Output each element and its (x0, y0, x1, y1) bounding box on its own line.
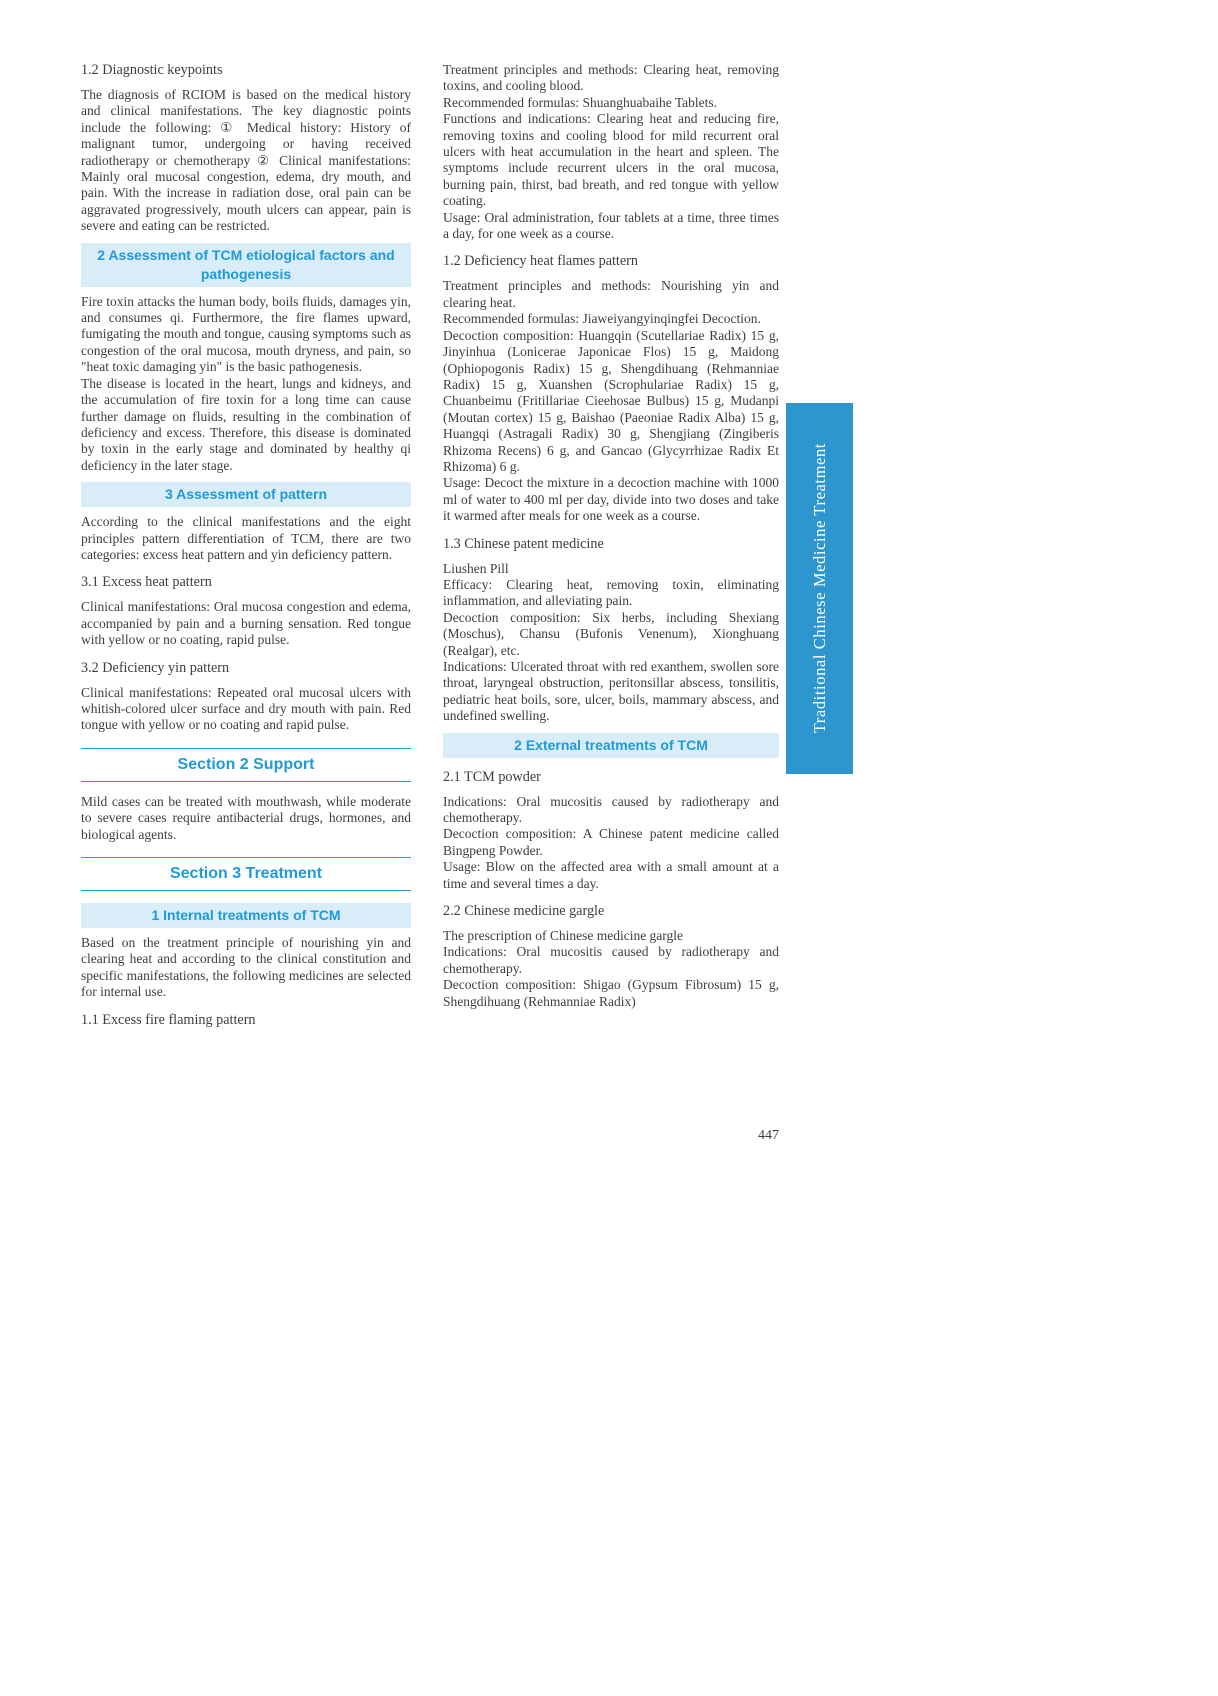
page-number: 447 (758, 1128, 779, 1143)
paragraph: The diagnosis of RCIOM is based on the medical history and clinical manifestations. The key diagnostic points include the following: ① Medical history: History of malignant tumor, undergoing or having received radiotherapy or chemotherapy ② Clinical manifestations: Mainly oral mucosal congestion, edema, dry mouth, and pain. With the increase in radiation dose, oral pain can be aggravated progressively, mouth ulcers can appear, pain is severe and eating can be restricted. (81, 87, 411, 234)
paragraph: The prescription of Chinese medicine gargle (443, 928, 684, 944)
subsection-heading: 1.1 Excess fire flaming pattern (81, 1011, 256, 1028)
paragraph: Decoction composition: Shigao (Gypsum Fibrosum) 15 g, Shengdihuang (Rehmanniae Radix) (443, 977, 779, 1009)
paragraph: According to the clinical manifestations and the eight principles pattern differentiation of TCM, there are two categories: excess heat pattern and yin deficiency pattern. (81, 514, 411, 562)
chapter-edge-tab-label: Traditional Chinese Medicine Treatment (809, 443, 829, 734)
paragraph: Usage: Oral administration, four tablets at a time, three times a day, for one week as a course. (443, 209, 779, 242)
section-heading-ruled: Section 3 Treatment (81, 857, 411, 891)
subsection-heading: 3.1 Excess heat pattern (81, 574, 212, 591)
paragraph: Fire toxin attacks the human body, boils fluids, damages yin, and consumes qi. Furthermore, the fire flames upward, fumigating the mouth and tongue, causing symptoms such as congestion of the oral mucosa, mouth dryness, and pain, so "heat toxic damaging yin" is the basic pathogenesis. (81, 293, 411, 375)
paragraph: Indications: Oral mucositis caused by radiotherapy and chemotherapy. (443, 793, 779, 826)
subsection-heading: 2.1 TCM powder (443, 768, 541, 785)
subsection-heading: 1.2 Diagnostic keypoints (81, 62, 223, 78)
paragraph: Based on the treatment principle of nourishing yin and clearing heat and according to the clinical constitution and specific manifestations, the following medicines are selected for internal use. (81, 935, 411, 1000)
paragraph: Functions and indications: Clearing heat and reducing fire, removing toxins and cooling blood for mild recurrent oral ulcers with heat accumulation in the heart and spleen. The symptoms include recurrent ulcers in the oral mucosa, burning pain, thirst, bad breath, and red tongue with yellow coating. (443, 111, 779, 209)
right-column (443, 62, 779, 1010)
section-heading-boxed: 1 Internal treatments of TCM (81, 903, 411, 928)
section-heading-ruled: Section 2 Support (81, 748, 411, 782)
paragraph: Mild cases can be treated with mouthwash, while moderate to severe cases require antibacterial drugs, hormones, and biological agents. (81, 793, 411, 842)
paragraph: Treatment principles and methods: Nourishing yin and clearing heat. (443, 278, 779, 310)
left-column (81, 62, 411, 1037)
subsection-heading: 1.2 Deficiency heat flames pattern (443, 253, 638, 270)
paragraph: Decoction composition: Huangqin (Scutellariae Radix) 15 g, Jinyinhua (Lonicerae Japonicae Flos) 15 g, Maidong (Ophiopogonis Radix) 15 g, Shengdihuang (Rehmanniae Radix) 15 g, Xuanshen (Scrophulariae Radix) 15 g, Chuanbeimu (Fritillariae Cieehosae Bulbus) 15 g, Mudanpi (Moutan cortex) 15 g, Baishao (Paeoniae Radix Alba) 15 g, Huangqi (Astragali Radix) 30 g, Shengjiang (Zingiberis Rhizoma Recens) 6 g, and Gancao (Glycyrrhizae Radix Et Rhizoma) 6 g. (443, 327, 779, 474)
paragraph: Usage: Decoct the mixture in a decoction machine with 1000 ml of water to 400 ml per day, divide into two doses and take it warmed after meals for one week as a course. (443, 475, 779, 524)
paragraph: Recommended formulas: Shuanghuabaihe Tablets. (443, 94, 717, 110)
paragraph: Usage: Blow on the affected area with a small amount at a time and several times a day. (443, 859, 779, 891)
section-heading-boxed: 3 Assessment of pattern (81, 482, 411, 507)
paragraph: Clinical manifestations: Repeated oral mucosal ulcers with whitish-colored ulcer surface and dry mouth with pain. Red tongue with yellow or no coating and rapid pulse. (81, 684, 411, 733)
paragraph: Efficacy: Clearing heat, removing toxin, eliminating inflammation, and alleviating pain. (443, 576, 779, 609)
paragraph: Liushen Pill (443, 560, 509, 576)
paragraph: Indications: Ulcerated throat with red exanthem, swollen sore throat, laryngeal obstruction, peritonsillar abscess, tonsilitis, pediatric heat boils, sore, ulcer, boils, mammary abscess, and undefined swelling. (443, 659, 779, 724)
paragraph: Clinical manifestations: Oral mucosa congestion and edema, accompanied by pain and a burning sensation. Red tongue with yellow or no coating, rapid pulse. (81, 599, 411, 648)
paragraph: Recommended formulas: Jiaweiyangyinqingfei Decoction. (443, 311, 761, 327)
paragraph: Decoction composition: Six herbs, including Shexiang (Moschus), Chansu (Bufonis Venenum), Xionghuang (Realgar), etc. (443, 609, 779, 658)
chapter-edge-tab (786, 403, 853, 774)
section-heading-boxed: 2 External treatments of TCM (443, 733, 779, 758)
paragraph: Decoction composition: A Chinese patent medicine called Bingpeng Powder. (443, 826, 779, 858)
paragraph: The disease is located in the heart, lungs and kidneys, and the accumulation of fire toxin for a long time can cause further damage on fluids, resulting in the combination of deficiency and excess. Therefore, this disease is dominated by toxin in the early stage and dominated by healthy qi deficiency in the later stage. (81, 375, 411, 473)
subsection-heading: 3.2 Deficiency yin pattern (81, 659, 230, 676)
subsection-heading: 2.2 Chinese medicine gargle (443, 903, 605, 920)
paragraph: Treatment principles and methods: Clearing heat, removing toxins, and cooling blood. (443, 62, 779, 94)
section-heading-boxed: 2 Assessment of TCM etiological factors and pathogenesis (81, 243, 411, 287)
subsection-heading: 1.3 Chinese patent medicine (443, 535, 604, 552)
paragraph: Indications: Oral mucositis caused by radiotherapy and chemotherapy. (443, 944, 779, 976)
